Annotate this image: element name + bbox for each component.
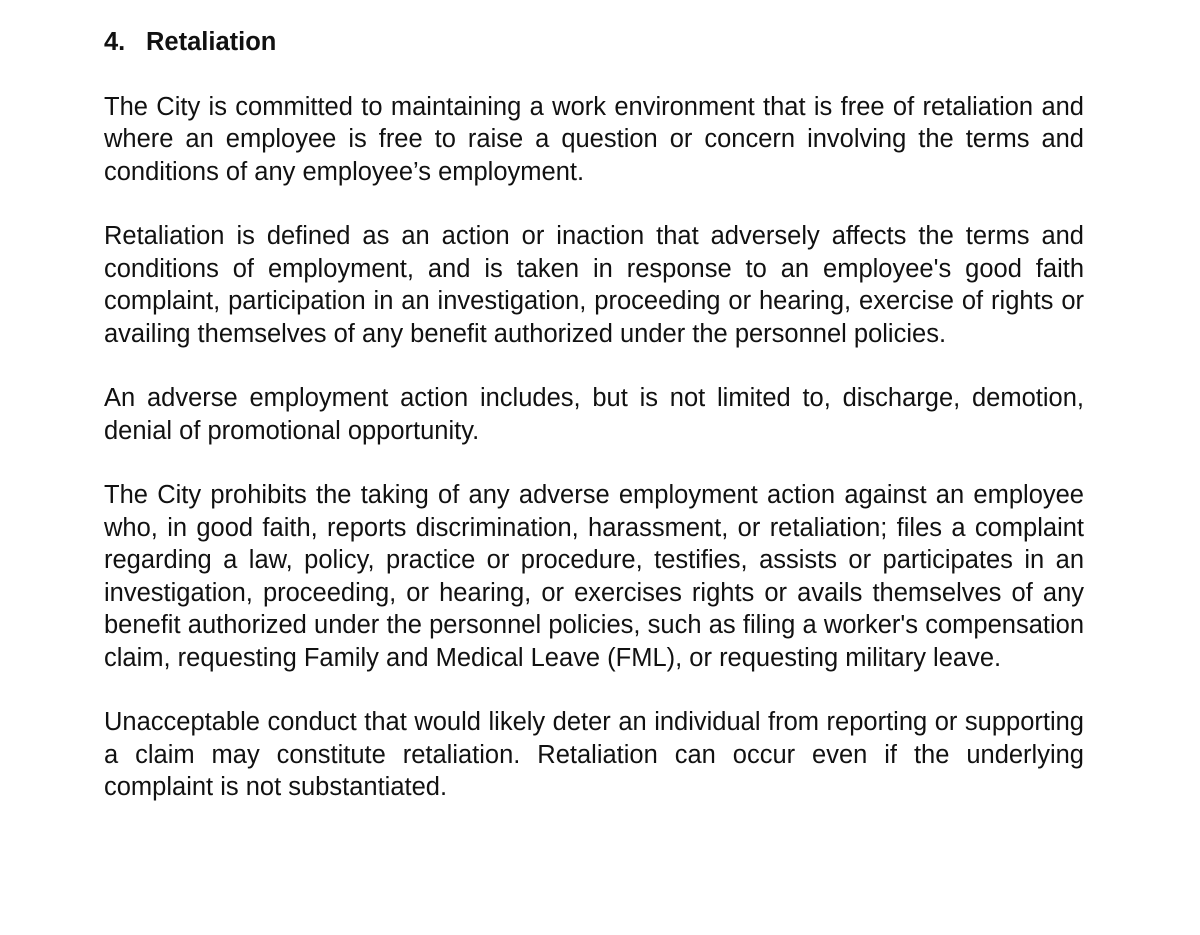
section-heading	[104, 26, 1084, 59]
paragraph-commitment: The City is committed to maintaining a work environment that is free of retaliation and where an employee is free to raise a question or concern involving the terms and conditions of any employee’s employment.	[104, 92, 1084, 186]
section-title: Retaliation	[146, 28, 277, 56]
paragraph-prohibition: The City prohibits the taking of any adverse employment action against an employee who, in good faith, reports discrimination, harassment, or retaliation; files a complaint regarding a law, policy, practice or procedure, testifies, assists or participates in an investigation, proceeding, or hearing, or exercises rights or avails themselves of any benefit authorized under the personnel policies, such as filing a worker's compensation claim, requesting Family and Medical Leave (FML), or requesting military leave.	[104, 481, 1084, 672]
document-page	[104, 26, 1084, 804]
paragraph-definition: Retaliation is defined as an action or inaction that adversely affects the terms and conditions of employment, and is taken in response to an employee's good faith complaint, participation in an investigation, proceeding or hearing, exercise of rights or availing themselves of any benefit authorized under the personnel policies.	[104, 222, 1084, 348]
paragraph-unacceptable-conduct: Unacceptable conduct that would likely deter an individual from reporting or supporting a claim may constitute retaliation. Retaliation can occur even if the underlying complaint is not substantiated.	[104, 708, 1084, 801]
section-number: 4.	[104, 28, 126, 56]
paragraph-adverse-action: An adverse employment action includes, but is not limited to, discharge, demotion, denial of promotional opportunity.	[104, 384, 1084, 445]
